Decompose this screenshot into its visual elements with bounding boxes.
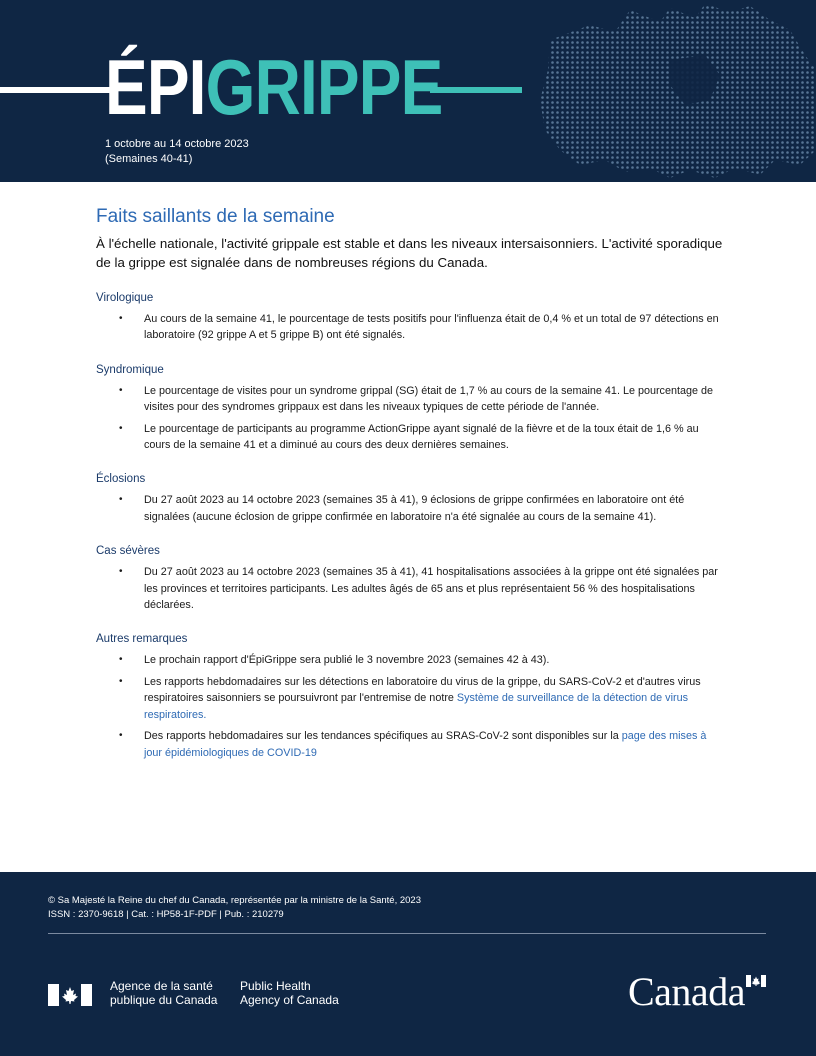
covid-updates-link[interactable]: page des mises à jour épidémiologiques de COVID-19: [144, 730, 707, 759]
report-header: [0, 0, 816, 182]
bullet-list: [96, 652, 726, 760]
section-virologique: [96, 292, 726, 344]
list-item: [96, 421, 726, 454]
title-accent-line-left: [0, 87, 110, 93]
agency-en-line1: Public Health: [240, 979, 311, 993]
wordmark-flag-icon: [746, 975, 766, 987]
bullet-list: [96, 564, 726, 613]
bullet-icon: •: [119, 422, 123, 434]
bullet-text: Des rapports hebdomadaires sur les tendances spécifiques au SRAS-CoV-2 sont disponibles sur la: [144, 730, 622, 743]
title-part-epi: ÉPI: [105, 43, 206, 131]
agency-fr-line1: Agence de la santé: [110, 979, 213, 993]
section-title: Autres remarques: [96, 633, 188, 646]
list-item: [96, 728, 726, 761]
agency-fr-line2: publique du Canada: [110, 993, 218, 1007]
issn-text: ISSN : 2370-9618 | Cat. : HP58-1F-PDF | Pub. : 210279: [48, 909, 284, 920]
bullet-icon: •: [119, 494, 123, 506]
canada-wordmark: Canada: [628, 969, 745, 1014]
section-cas-severes: [96, 545, 726, 613]
bullet-list: [96, 311, 726, 344]
list-item: [96, 652, 726, 668]
bullet-list: [96, 383, 726, 454]
bullet-icon: •: [119, 384, 123, 396]
date-range: 1 octobre au 14 octobre 2023: [105, 138, 249, 150]
title-part-grippe: GRIPPE: [205, 43, 443, 131]
agency-name-fr: [110, 979, 217, 1007]
section-title: Cas sévères: [96, 545, 160, 558]
section-title: Éclosions: [96, 473, 146, 486]
bullet-text: Le pourcentage de visites pour un syndrome grippal (SG) était de 1,7 % au cours de la semaine 41. Le pourcentage de visites pour des syndromes grippaux est dans les niveaux typiques de cette période de l'année.: [144, 384, 713, 414]
report-content: [96, 206, 726, 781]
list-item: [96, 674, 726, 723]
bullet-text: Les rapports hebdomadaires sur les détections en laboratoire du virus de la grippe, du SARS-CoV-2 et d'autres virus respiratoires saisonniers se poursuivront par l'entremise de notre: [144, 675, 701, 705]
publication-info: [48, 894, 421, 922]
bullet-icon: •: [119, 566, 123, 578]
canada-dot-map-icon: [520, 0, 816, 182]
section-title: Syndromique: [96, 363, 164, 376]
highlights-intro: À l'échelle nationale, l'activité grippale est stable et dans les niveaux intersaisonniers. L'activité sporadique de la grippe est signalée dans de nombreuses régions du Canada.: [96, 236, 723, 270]
list-item: [96, 383, 726, 416]
canada-flag-icon: [48, 984, 92, 1006]
report-dates: [105, 137, 249, 167]
section-syndromique: [96, 364, 726, 454]
bullet-icon: •: [119, 675, 123, 687]
title-accent-line-right: [430, 87, 522, 93]
section-autres-remarques: [96, 633, 726, 760]
bullet-text: Du 27 août 2023 au 14 octobre 2023 (semaines 35 à 41), 9 éclosions de grippe confirmées en laboratoire ont été signalées (aucune éclosion de grippe confirmée en laboratoire n'a été signalée au cours de la semaine 41).: [144, 494, 685, 523]
bullet-icon: •: [119, 730, 123, 742]
list-item: [96, 492, 726, 525]
bullet-icon: •: [119, 313, 123, 324]
bullet-icon: •: [119, 654, 123, 666]
surveillance-system-link[interactable]: Système de surveillance de la détection de virus respiratoires.: [144, 692, 688, 721]
week-range: (Semaines 40-41): [105, 153, 193, 165]
bullet-text: Au cours de la semaine 41, le pourcentage de tests positifs pour l'influenza était de 0,4 % et un total de 97 détections en laboratoire (92 grippe A et 5 grippe B) ont été signalés.: [144, 313, 719, 342]
list-item: [96, 311, 726, 344]
footer-divider: [48, 933, 766, 934]
agency-name-en: [240, 979, 339, 1007]
section-eclosions: [96, 473, 726, 525]
bullet-text: Le pourcentage de participants au programme ActionGrippe ayant signalé de la fièvre et de la toux était de 1,6 % au cours de la semaine 41 et a diminué au cours des deux dernières semaines.: [144, 422, 699, 452]
agency-en-line2: Agency of Canada: [240, 993, 339, 1007]
report-title: [105, 42, 442, 132]
list-item: [96, 564, 726, 613]
section-title: Virologique: [96, 292, 154, 304]
bullet-text: Du 27 août 2023 au 14 octobre 2023 (semaines 35 à 41), 41 hospitalisations associées à la grippe ont été signalées par les provinces et territoires participants. Les adultes âgés de 65 ans et plus représentaient 56 % des hospitalisations déclarées.: [144, 566, 718, 612]
bullet-text: Le prochain rapport d'ÉpiGrippe sera publié le 3 novembre 2023 (semaines 42 à 43).: [144, 654, 550, 667]
highlights-title: Faits saillants de la semaine: [96, 206, 335, 227]
bullet-list: [96, 492, 726, 525]
report-footer: [0, 872, 816, 1056]
copyright-text: © Sa Majesté la Reine du chef du Canada, représentée par la ministre de la Santé, 2023: [48, 895, 421, 906]
